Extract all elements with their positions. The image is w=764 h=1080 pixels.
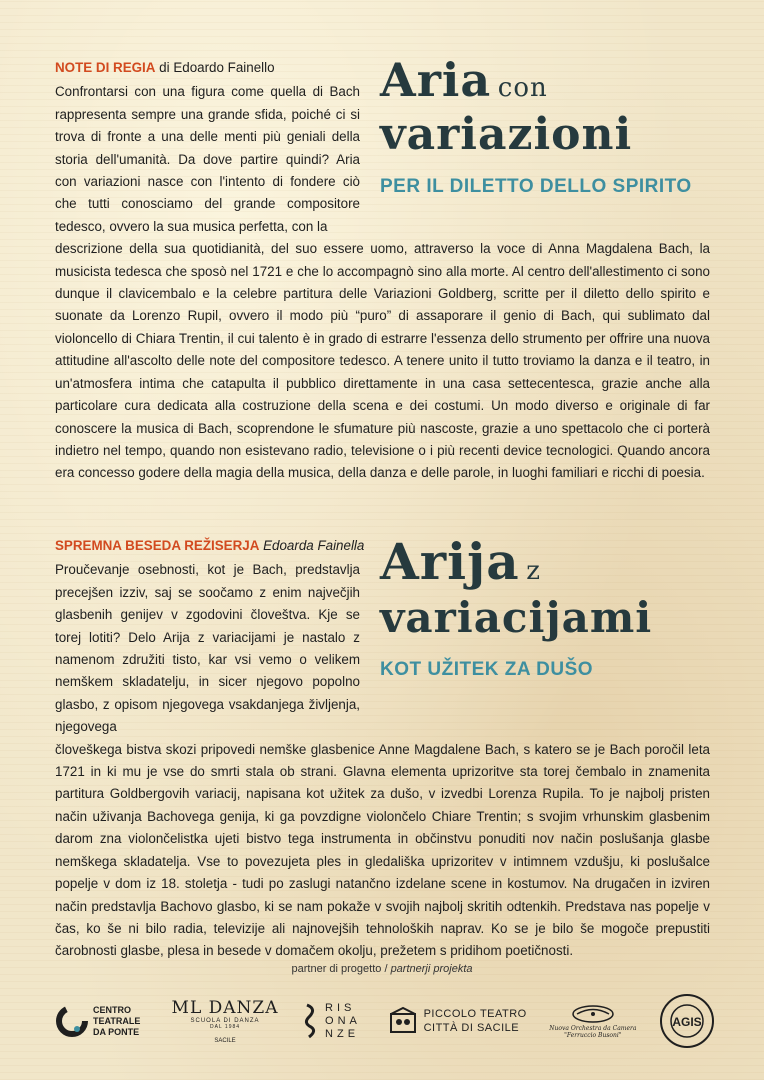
slovenian-title (380, 532, 653, 649)
slovenian-heading-author: Edoarda Fainella (263, 538, 365, 553)
orchestra-line1: Nuova Orchestra da Camera (549, 1025, 637, 1032)
italian-title-word3: variazioni (380, 109, 633, 160)
slovenian-intro: Proučevanje osebnosti, kot je Bach, predstavlja precejšen izziv, saj se soočamo z enim največjih glasbenih genijev v zgodovini človeštva. Kje se torej lotiti? Delo Arija z variacijami je nastalo z namenom združiti tisto, kar vsi vemo o velikem nemškem skladatelju, in sicer njegovo popolno glasbo, z opisom njegovega vsakdanjega življenja, njegovega (55, 562, 360, 735)
violin-icon (563, 1003, 623, 1025)
partners-label: partner di progetto / partnerji projekta (291, 963, 473, 975)
slovenian-title-word2: z (526, 556, 541, 586)
risonanze-icon (301, 1001, 321, 1041)
slovenian-title-word3: variacijami (380, 593, 653, 642)
piccolo-line1: PICCOLO TEATRO (423, 1008, 527, 1020)
italian-title-block (380, 53, 692, 198)
piccolo-line2: CITTÀ DI SACILE (423, 1022, 520, 1034)
logo-piccolo-teatro (388, 1006, 527, 1036)
logo-centro-teatrale-da-ponte (55, 1004, 149, 1038)
orchestra-line2: "Ferruccio Busoni" (564, 1032, 622, 1039)
logo-ml-danza (172, 998, 279, 1044)
logo-agis (659, 993, 715, 1049)
italian-subtitle: PER IL DILETTO DELLO SPIRITO (380, 176, 692, 197)
logo-risonanze (301, 1001, 365, 1041)
logo-nuova-orchestra (549, 1003, 636, 1039)
mldanza-name: ML DANZA (171, 998, 279, 1018)
slovenian-title-word1: Arija (380, 532, 520, 591)
italian-intro: Confrontarsi con una figura come quella di Bach rappresenta sempre una grande sfida, poiché ci si trova di fronte a una delle menti più geniali della storia dell'umanità. Da dove partire quindi? Aria con variazioni nasce con l'intento di fondere ciò che tutti conosciamo del grande compositore tedesco, ovvero la sua musica perfetta, con la (55, 84, 360, 234)
slovenian-title-block (380, 532, 653, 681)
slovenian-heading-label: SPREMNA BESEDA REŽISERJA (55, 538, 260, 553)
mldanza-sub: SCUOLA DI DANZA (190, 1018, 260, 1024)
ctdp-text: CENTRO TEATRALE DA PONTE (93, 1004, 141, 1037)
ctdp-icon (55, 1004, 89, 1038)
italian-title (380, 53, 692, 166)
italian-title-word1: Aria (380, 53, 492, 107)
risonanze-text: RIS ONA NZE (325, 1001, 361, 1040)
agis-text: AGIS (672, 1015, 702, 1029)
italian-body: descrizione della sua quotidianità, del suo essere uomo, attraverso la voce di Anna Magdalena Bach, la musicista tedesca che sposò nel 1721 e che lo accompagnò sino alla morte. Al centro dell'allestimento ci sono dunque il clavicembalo e la celebre partitura delle Variazioni Goldberg, scritte per il diletto dello spirito e suonate da Lorenzo Rupil, ovvero il modo più “puro” di assaporare il genio di Bach, qui sublimato dal violoncello di Chiara Trentin, il cui talento è in grado di estrarre l'essenza dello strumento per offrire una nuova attitudine all'ascolto delle note del compositore tedesco. A tenere unito il tutto troviamo la danza e il teatro, in un'atmosfera intima che catapulta il pubblico direttamente in una casa settecentesca, grazie anche alla particolare cura dedicata alla costruzione della scena e dei costumi. Un modo diverso e originale di far conoscere la musica di Bach, scoprendone le sfumature più nascoste, grazie a uno spettacolo che ci porterà indietro nel tempo, quando non esistevano radio, televisione o i più recenti device tecnologici. Quando ancora era concesso godere della magia della musica, della danza e delle parole, in luoghi familiari e ricchi di poesia. (55, 241, 710, 481)
theatre-icon (388, 1006, 418, 1036)
italian-heading-author: di Edoardo Fainello (159, 60, 275, 75)
mldanza-city: SACILE (214, 1038, 236, 1044)
slovenian-subtitle: KOT UŽITEK ZA DUŠO (380, 659, 594, 680)
slovenian-body: človeškega bistva skozi pripovedi nemške glasbenice Anne Magdalene Bach, s katero se je Bach poročil leta 1721 in ki mu je vse do smrti stala ob strani. Glavna elementa uprizoritve sta torej čembalo in znamenita partitura Goldbergovih variacij, napisana kot užitek za dušo, v izvedbi Lorenza Rupila. To je najbolj pristen način uživanja Bachovega genija, ki ga povzdigne violončelo Chiare Trentin; s svojim vrhunskim glasbenim darom zna violončelistka ujeti bistvo tega instrumenta in občinstvu ponuditi nov način poslušanja glasbe nemškega skladatelja. Vse to povezujeta ples in gledališka uprizoritev v intimnem vzdušju, ki poslušalce popelje v dom iz 18. stoletja - tudi po zaslugi natančno izdelane scene in kostumov. Na drugačen in izviren način predstavlja Bachovo glasbo, ki se nam pokaže v svojih najbolj skritih odtenkih. Predstava nas popelje v čas, ko še ni bilo radia, televizije ali najnovejših tehnoloških naprav. Ko se je bilo še mogoče prepustiti čarobnosti glasbe, plesa in besede v domačem okolju, prežetem s pridihom poetičnosti. (55, 741, 710, 959)
agis-seal-icon (659, 993, 715, 1049)
partners-logos (55, 990, 715, 1052)
italian-title-word2: con (497, 73, 548, 103)
italian-heading-label: NOTE DI REGIA (55, 60, 156, 75)
mldanza-since: DAL 1984 (209, 1024, 241, 1030)
